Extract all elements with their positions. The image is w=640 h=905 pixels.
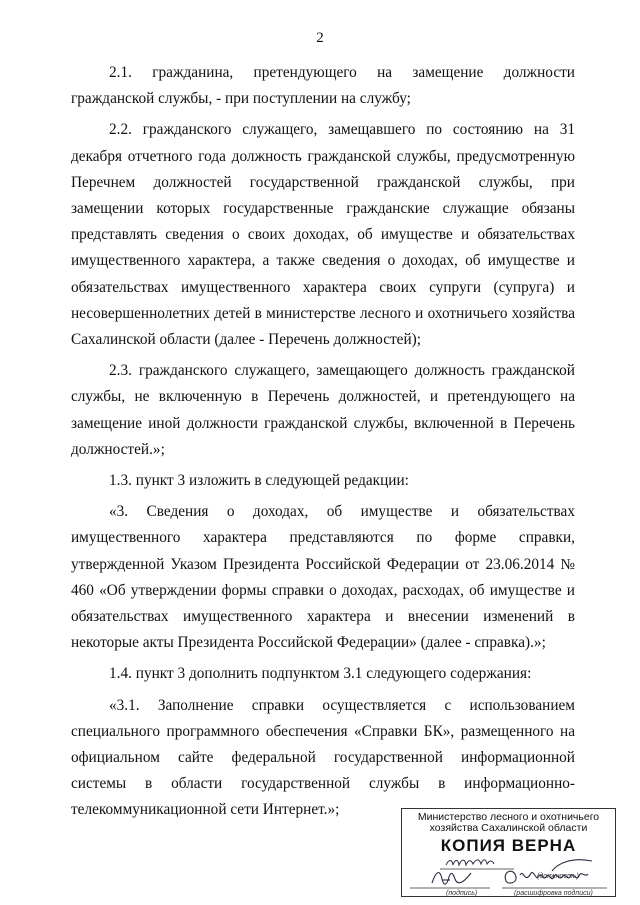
paragraph-2-2: 2.2. гражданского служащего, замещавшего по состоянию на 31 декабря отчетного года должность гражданской службы, предусмотренную Перечнем должностей государственной гражданской службы, при замещении которых государственные гражданские служащие обязаны представлять сведения о своих доходах, об имуществе и обязательствах имущественного характера, а также сведения о доходах, об имуществе и обязательствах имущественного характера своих супруги (супруга) и несовершеннолетних детей в министерстве лесного и охотничьего хозяйства Сахалинской области (далее - Перечень должностей); xyxy=(71,121,575,349)
paragraph-quote-3: «3. Сведения о доходах, об имуществе и обязательствах имущественного характера представляются по форме справки, утвержденной Указом Президента Российской Федерации от 23.06.2014 № 460 «Об утверждении формы справки о доходах, расходах, об имуществе и обязательствах имущественного характера и внесении изменений в некоторые акты Президента Российской Федерации» (далее - справка).»; xyxy=(71,503,575,652)
caption-position: (должность) xyxy=(537,873,579,880)
paragraph-quote-3-1: «3.1. Заполнение справки осуществляется с использованием специального программного обеспечения «Справки БК», размещенного на официальном сайте федеральной государственной информационной системы в области государственной службы в информационно-телекоммуникационной сети Интернет.»; xyxy=(71,696,575,819)
stamp-ministry-line1: Министерство лесного и охотничьего xyxy=(417,811,600,823)
caption-name: (расшифровка подписи) xyxy=(514,890,593,897)
caption-signature: (подпись) xyxy=(446,890,478,897)
page-number: 2 xyxy=(316,30,324,46)
paragraph-2-3: 2.3. гражданского служащего, замещающего должность гражданской службы, не включенную в Перечень должностей, и претендующего на замещение иной должности гражданской службы, включенной в Перечень должностей.»; xyxy=(71,362,575,458)
signature-scribble-image xyxy=(432,873,471,884)
stamp-signature-lines xyxy=(402,809,617,898)
stamp-title: КОПИЯ ВЕРНА xyxy=(440,836,577,855)
paragraph-1-3: 1.3. пункт 3 изложить в следующей редакции: xyxy=(109,472,409,490)
document-body xyxy=(71,60,575,824)
handwritten-position-image xyxy=(446,860,494,865)
paragraph-1-4: 1.4. пункт 3 дополнить подпунктом 3.1 следующего содержания: xyxy=(109,665,532,683)
certified-copy-stamp xyxy=(401,808,616,897)
paragraph-2-1: 2.1. гражданина, претендующего на замещение должности гражданской службы, - при поступлении на службу; xyxy=(71,64,575,108)
stamp-ministry-line2: хозяйства Сахалинской области xyxy=(429,822,588,834)
